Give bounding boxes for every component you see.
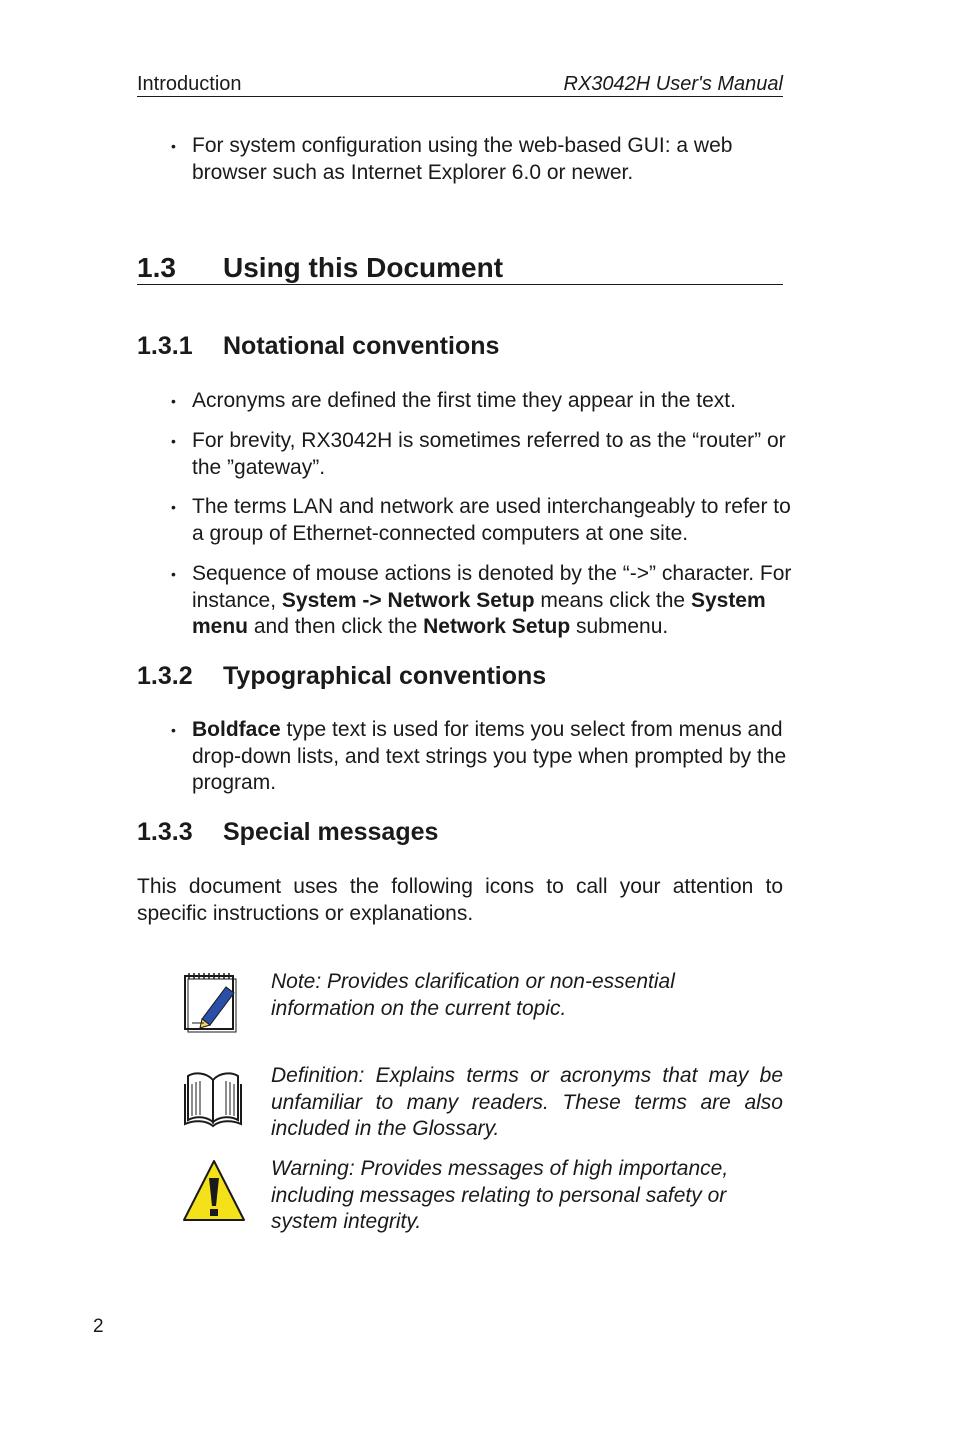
subsection-title: Special messages (223, 818, 439, 846)
header-chapter: Introduction (137, 73, 242, 95)
subsection-number: 1.3.3 (137, 818, 193, 846)
list-item: • For brevity, RX3042H is sometimes referred to as the “router” or the ”gateway”. (192, 428, 792, 481)
subsection-title: Typographical conventions (223, 662, 547, 690)
warning-icon (182, 1158, 246, 1222)
page-header (137, 72, 783, 97)
list-item: • Sequence of mouse actions is denoted by the “->” character. For instance, System -> Network Setup means click the System menu and then click the Network Setup submenu. (192, 561, 792, 641)
header-manual-title: RX3042H User's Manual (563, 73, 783, 95)
warning-message: Warning: Provides messages of high importance, including messages relating to personal safety or system integrity. (271, 1157, 729, 1233)
definition-message: Definition: Explains terms or acronyms that may be unfamiliar to many readers. These terms are also included in the Glossary. (271, 1064, 783, 1140)
section-number: 1.3 (137, 252, 176, 283)
list-item: • The terms LAN and network are used interchangeably to refer to a group of Ethernet-connected computers at one site. (192, 494, 792, 547)
subsection-number: 1.3.1 (137, 332, 193, 360)
section-title: Using this Document (223, 252, 504, 283)
list-item: • Acronyms are defined the first time they appear in the text. (192, 388, 792, 415)
book-icon (182, 1066, 244, 1128)
note-message: Note: Provides clarification or non-essential information on the current topic. (271, 970, 675, 1020)
bold-term: System -> Network Setup (281, 588, 535, 612)
bold-term: Boldface (192, 718, 281, 741)
bold-term: Network Setup (423, 615, 571, 638)
page-number: 2 (93, 1316, 104, 1337)
bold-term: System menu (192, 588, 766, 638)
list-item: • For system configuration using the web-based GUI: a web browser such as Internet Explorer 6.0 or newer. (192, 133, 792, 186)
section-heading (137, 252, 783, 285)
note-icon (182, 971, 240, 1033)
list-item: • Boldface type text is used for items you select from menus and drop-down lists, and text strings you type when prompted by the program. (192, 717, 792, 797)
subsection-title: Notational conventions (223, 332, 500, 360)
body-paragraph: This document uses the following icons to call your attention to specific instructions or explanations. (137, 875, 783, 925)
subsection-number: 1.3.2 (137, 662, 193, 690)
